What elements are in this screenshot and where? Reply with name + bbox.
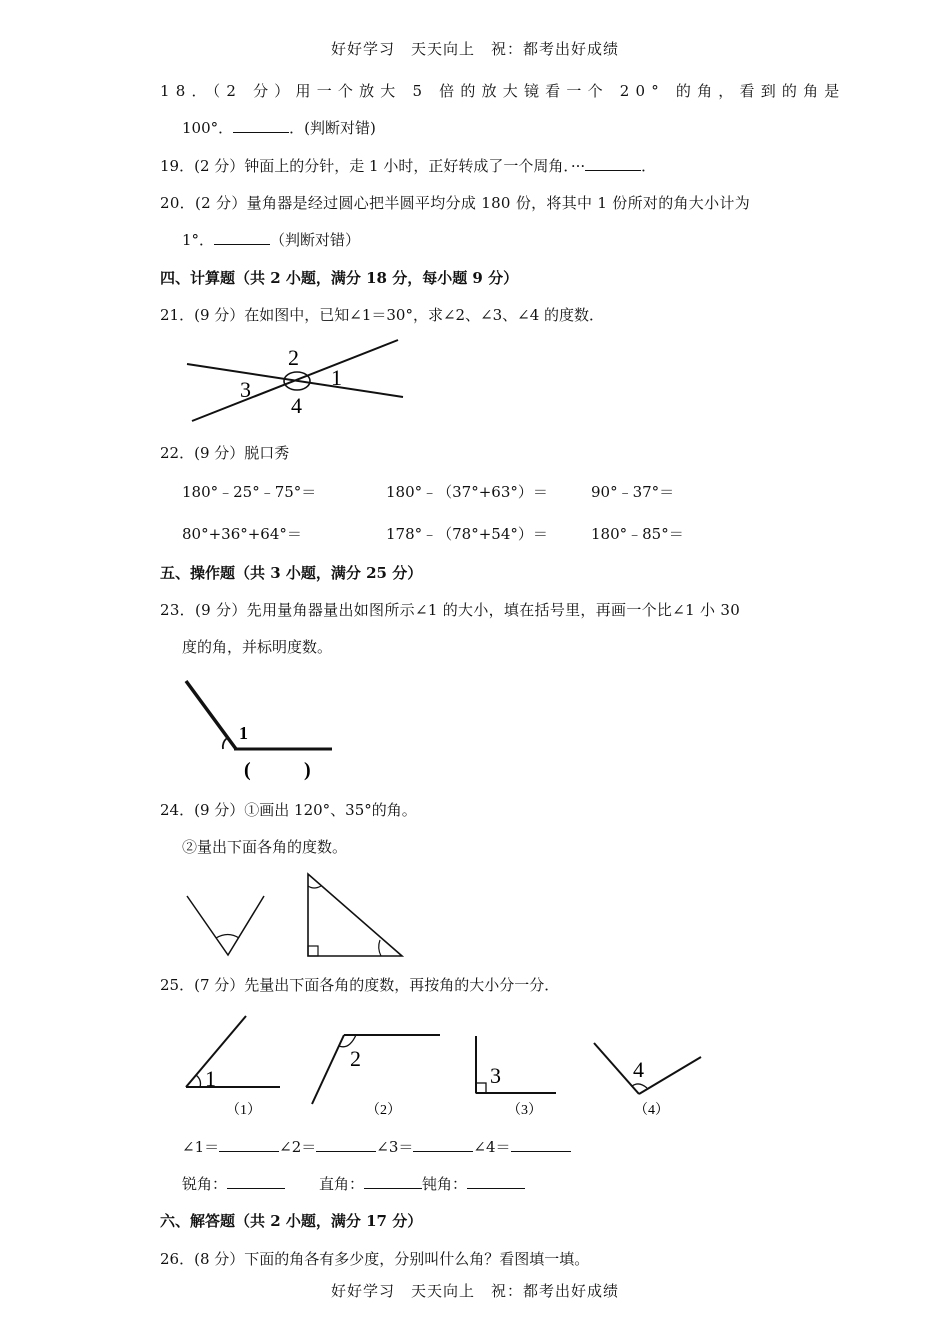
section-4-heading: 四、计算题（共 2 小题，满分 18 分，每小题 9 分） [160, 269, 519, 287]
q25-angle4-label: 4 [633, 1057, 644, 1082]
q19-text: 19．(2 分）钟面上的分针，走 1 小时，正好转成了一个周角．··· [160, 157, 586, 175]
q25-answer-3-blank[interactable] [413, 1137, 473, 1152]
q19-end: ． [641, 157, 657, 175]
q20-line1: 20．(2 分）量角器是经过圆心把半圆平均分成 180 份，将其中 1 份所对的角大小计为 [160, 194, 750, 212]
q23-line1: 23．(9 分）先用量角器量出如图所示∠1 的大小，填在括号里，再画一个比∠1 小 30 [160, 601, 741, 619]
q25-answer-2-label: ∠2＝ [279, 1138, 317, 1156]
q22-title: 22．(9 分）脱口秀 [160, 444, 290, 462]
q22-expr-5: 178°﹣（78°+54°）＝ [386, 525, 548, 543]
q21-intersecting-lines-figure [180, 335, 410, 425]
q20-line2-start: 1°． [182, 231, 215, 249]
q18-line2-start: 100°． [182, 119, 234, 137]
q23-paren-close: ) [304, 759, 311, 781]
q24-right-angle-mark [308, 946, 318, 956]
q23-angle-ray-slanted [186, 681, 236, 749]
q20-line2 [182, 230, 360, 250]
q23-angle-figure [180, 675, 340, 785]
section-5-heading: 五、操作题（共 3 小题，满分 25 分） [160, 564, 423, 582]
q25-angle1-ray-a [186, 1016, 246, 1087]
q25-acute-blank[interactable] [227, 1174, 285, 1189]
q18-line1: 18．（2 分）用一个放大 5 倍的放大镜看一个 20° 的角，看到的角是 [160, 82, 846, 100]
q25-answer-1-blank[interactable] [219, 1137, 279, 1152]
q25-right-blank[interactable] [364, 1174, 422, 1189]
q25-angle1-arc [196, 1075, 201, 1087]
q23-line2: 度的角，并标明度数。 [182, 638, 333, 656]
q18-line2 [182, 118, 376, 138]
q25-angle3-right-mark [476, 1083, 486, 1093]
q25-obtuse-blank[interactable] [467, 1174, 525, 1189]
q21-label-1: 1 [331, 365, 342, 390]
q23-paren-open: ( [244, 759, 251, 781]
q21-label-4: 4 [291, 393, 302, 418]
q25-angle2-ray-a [312, 1035, 344, 1104]
q21-label-2: 2 [288, 345, 299, 370]
q25-answer-row [182, 1137, 571, 1157]
q25-right-label: 直角： [319, 1175, 365, 1193]
q19-line [160, 156, 656, 176]
q26-text: 26．(8 分）下面的角各有多少度，分别叫什么角？看图填一填。 [160, 1250, 590, 1268]
q25-caption-1: （1） [226, 1103, 261, 1118]
q25-caption-4: （4） [634, 1103, 669, 1118]
q25-angle1-label: 1 [205, 1066, 216, 1091]
page-header: 好好学习 天天向上 祝：都考出好成绩 [330, 40, 619, 58]
q20-answer-blank[interactable] [214, 230, 270, 245]
section-6-heading: 六、解答题（共 2 小题，满分 17 分） [160, 1212, 423, 1230]
q24-top-angle-arc [308, 886, 321, 888]
q21-text: 21．(9 分）在如图中，已知∠1＝30°，求∠2、∠3、∠4 的度数． [160, 306, 605, 324]
q24-line1: 24．(9 分）①画出 120°、35°的角。 [160, 801, 417, 819]
q25-angle2-label: 2 [350, 1046, 361, 1071]
q25-category-row [182, 1174, 525, 1194]
q25-angle4-ray-b [639, 1057, 701, 1094]
q25-caption-3: （3） [507, 1103, 542, 1118]
q24-right-triangle [308, 874, 402, 956]
q25-answer-4-label: ∠4＝ [473, 1138, 511, 1156]
q23-angle-label: 1 [239, 723, 248, 743]
q25-answer-1-label: ∠1＝ [182, 1138, 220, 1156]
q25-caption-2: （2） [366, 1103, 401, 1118]
q25-answer-4-blank[interactable] [511, 1137, 571, 1152]
q24-bottom-angle-arc [379, 940, 381, 956]
page-footer: 好好学习 天天向上 祝：都考出好成绩 [330, 1282, 619, 1300]
q19-answer-blank[interactable] [585, 156, 641, 171]
q18-line2-end: ．(判断对错) [289, 119, 376, 137]
q22-expr-2: 180°﹣（37°+63°）＝ [386, 483, 548, 501]
q24-v-angle-arc [216, 935, 239, 939]
q22-expr-3: 90°﹣37°＝ [591, 483, 675, 501]
q25-angle3-label: 3 [490, 1063, 501, 1088]
q24-v-angle [187, 896, 264, 955]
q22-expr-1: 180°﹣25°﹣75°＝ [182, 483, 317, 501]
q25-acute-label: 锐角： [182, 1175, 228, 1193]
q23-angle-arc [223, 738, 227, 749]
q18-answer-blank[interactable] [233, 118, 289, 133]
q24-line2: ②量出下面各角的度数。 [182, 838, 348, 856]
q25-obtuse-label: 钝角： [422, 1175, 468, 1193]
q22-expr-6: 180°﹣85°＝ [591, 525, 684, 543]
q24-angles-figure [180, 868, 420, 968]
q25-answer-2-blank[interactable] [316, 1137, 376, 1152]
q25-answer-3-label: ∠3＝ [376, 1138, 414, 1156]
q22-expr-4: 80°+36°+64°＝ [182, 525, 302, 543]
q25-text: 25．(7 分）先量出下面各角的度数，再按角的大小分一分． [160, 976, 560, 994]
q21-label-3: 3 [240, 377, 251, 402]
q20-line2-end: （判断对错） [270, 231, 361, 249]
q25-angles-figure [180, 1010, 720, 1125]
